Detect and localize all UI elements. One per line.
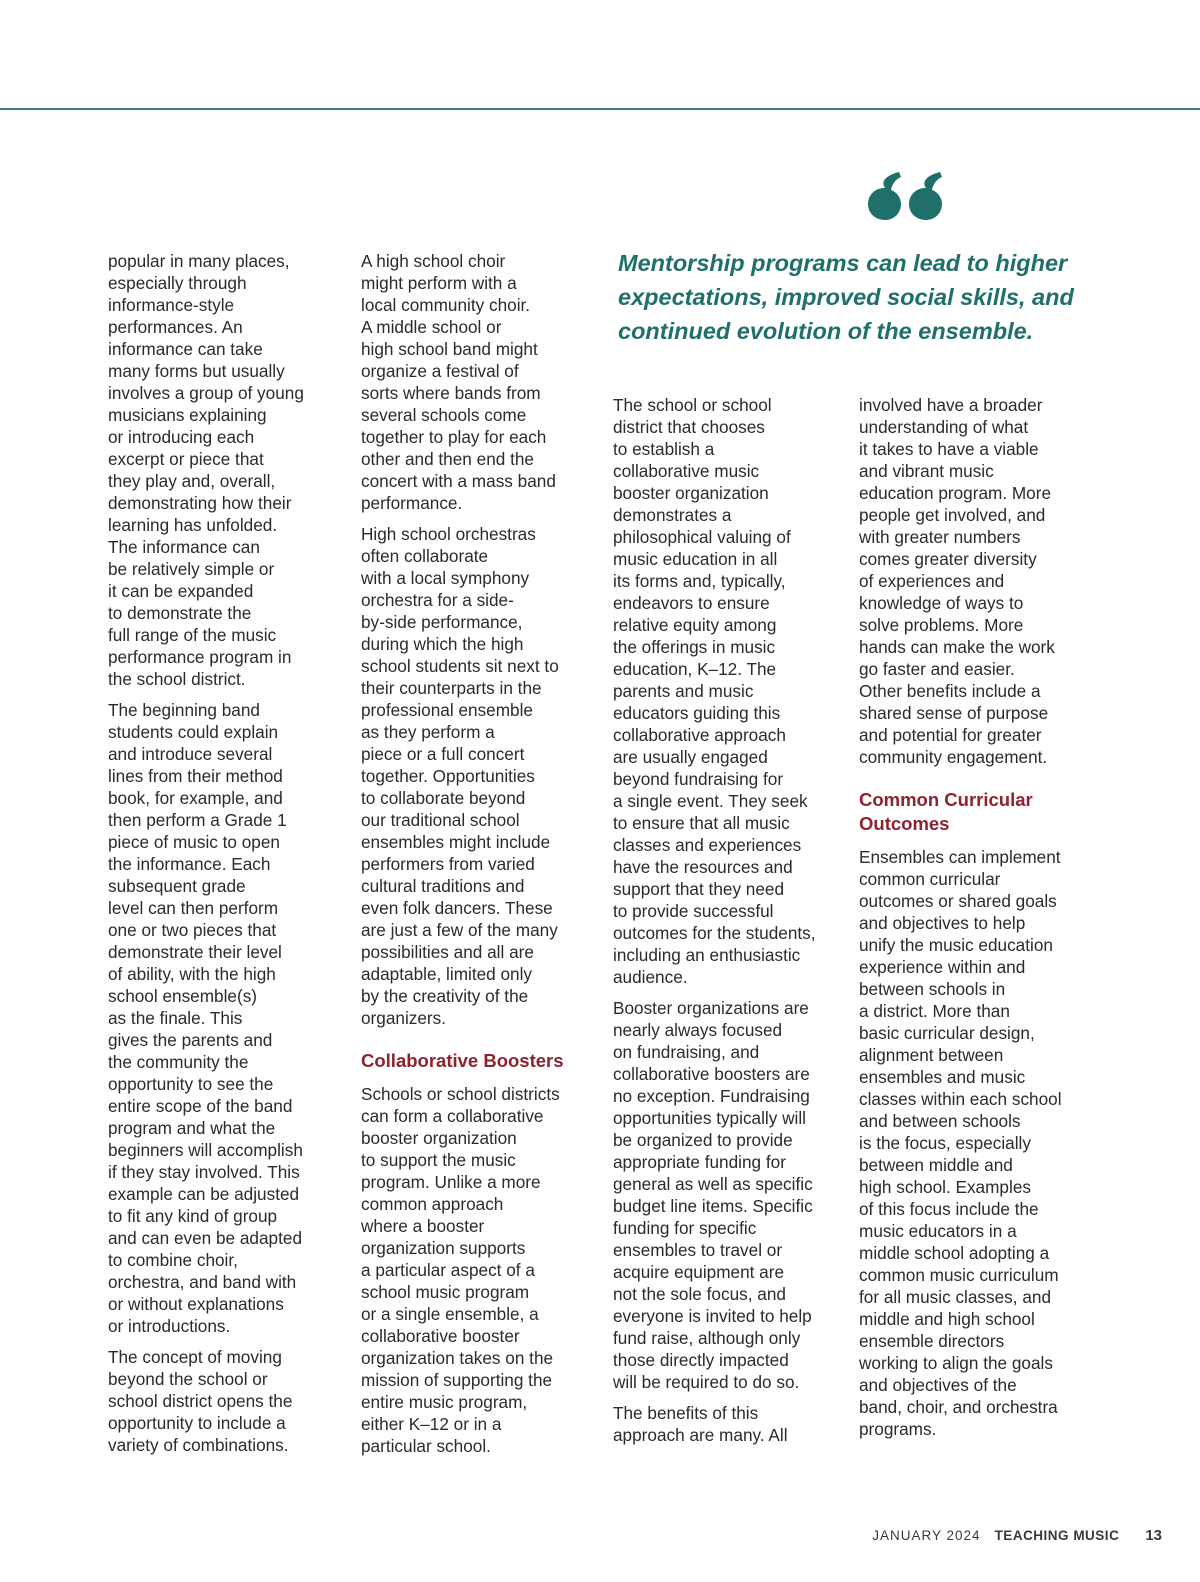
paragraph: involved have a broader understanding of what it takes to have a viable and vibrant music education program. More people get involved, and with greater numbers comes greater diversity of experiences and knowledge of ways to solve problems. More hands can make the work go faster and easier. Other benefits include a shared sense of purpose and potential for greater community engagement. xyxy=(859,395,1055,767)
paragraph: Schools or school districts can form a collaborative booster organization to support the music program. Unlike a more common approach where a booster organization supports a particular aspect of a school music program or a single ensemble, a collaborative booster organization takes on the mission of supporting the entire music program, either K–12 or in a particular school. xyxy=(361,1084,560,1456)
page-footer xyxy=(872,1527,1162,1544)
paragraph: The benefits of this approach are many. All xyxy=(613,1403,788,1445)
header-rule xyxy=(0,108,1200,110)
paragraph: High school orchestras often collaborate with a local symphony orchestra for a side- by-side performance, during which the high school students sit next to their counterparts in the professional ensemble as they perform a piece or a full concert together. Opportunities to collaborate beyond our traditional school ensembles might include performers from varied cultural traditions and even folk dancers. These are just a few of the many possibilities and all are adaptable, limited only by the creativity of the organizers. xyxy=(361,524,559,1028)
paragraph: The school or school district that chooses to establish a collaborative music booster organization demonstrates a philosophical valuing of music education in all its forms and, typically, endeavors to ensure relative equity among the offerings in music education, K–12. The parents and music educators guiding this collaborative approach are usually engaged beyond fundraising for a single event. They seek to ensure that all music classes and experiences have the resources and support that they need to provide successful outcomes for the students, including an enthusiastic audience. xyxy=(613,395,816,987)
text-column-3 xyxy=(613,394,849,1455)
paragraph: The beginning band students could explain and introduce several lines from their method book, for example, and then perform a Grade 1 piece of music to open the informance. Each subsequent grade level can then perform one or two pieces that demonstrate their level of ability, with the high school ensemble(s) as the finale. This gives the parents and the community the opportunity to see the entire scope of the band program and what the beginners will accomplish if they stay involved. This example can be adjusted to fit any kind of group and can even be adapted to combine choir, orchestra, and band with or without explanations or introductions. xyxy=(108,700,303,1336)
quote-mark-icon xyxy=(868,170,942,220)
text-column-1 xyxy=(108,250,344,1465)
paragraph: popular in many places, especially through informance-style performances. An informance can take many forms but usually involves a group of young musicians explaining or introducing each excerpt or piece that they play and, overall, demonstrating how their learning has unfolded. The informance can be relatively simple or it can be expanded to demonstrate the full range of the music performance program in the school district. xyxy=(108,251,304,689)
issue-date: JANUARY 2024 xyxy=(872,1528,981,1543)
text-column-4 xyxy=(859,394,1095,1449)
paragraph: A high school choir might perform with a local community choir. A middle school or high school band might organize a festival of sorts where bands from several schools come together to play for each other and then end the concert with a mass band performance. xyxy=(361,251,556,513)
paragraph: The concept of moving beyond the school or school district opens the opportunity to include a variety of combinations. xyxy=(108,1347,293,1455)
page-number: 13 xyxy=(1145,1527,1162,1544)
paragraph: Ensembles can implement common curricular outcomes or shared goals and objectives to help unify the music education experience within and between schools in a district. More than basic curricular design, alignment between ensembles and music classes within each school and between schools is the focus, especially between middle and high school. Examples of this focus include the music educators in a middle school adopting a common music curriculum for all music classes, and middle and high school ensemble directors working to align the goals and objectives of the band, choir, and orchestra programs. xyxy=(859,847,1062,1439)
pull-quote: Mentorship programs can lead to higher expectations, improved social skills, and continued evolution of the ensemble. xyxy=(618,250,1074,344)
text-column-2 xyxy=(361,250,597,1466)
publication-name: TEACHING MUSIC xyxy=(994,1528,1120,1543)
section-heading-common-curricular-outcomes: Common Curricular Outcomes xyxy=(859,789,1033,834)
paragraph: Booster organizations are nearly always focused on fundraising, and collaborative boosters are no exception. Fundraising opportunities typically will be organized to provide appropriate funding for general as well as specific budget line items. Specific funding for specific ensembles to travel or acquire equipment are not the sole focus, and everyone is invited to help fund raise, although only those directly impacted will be required to do so. xyxy=(613,998,813,1392)
section-heading-collaborative-boosters: Collaborative Boosters xyxy=(361,1050,564,1071)
